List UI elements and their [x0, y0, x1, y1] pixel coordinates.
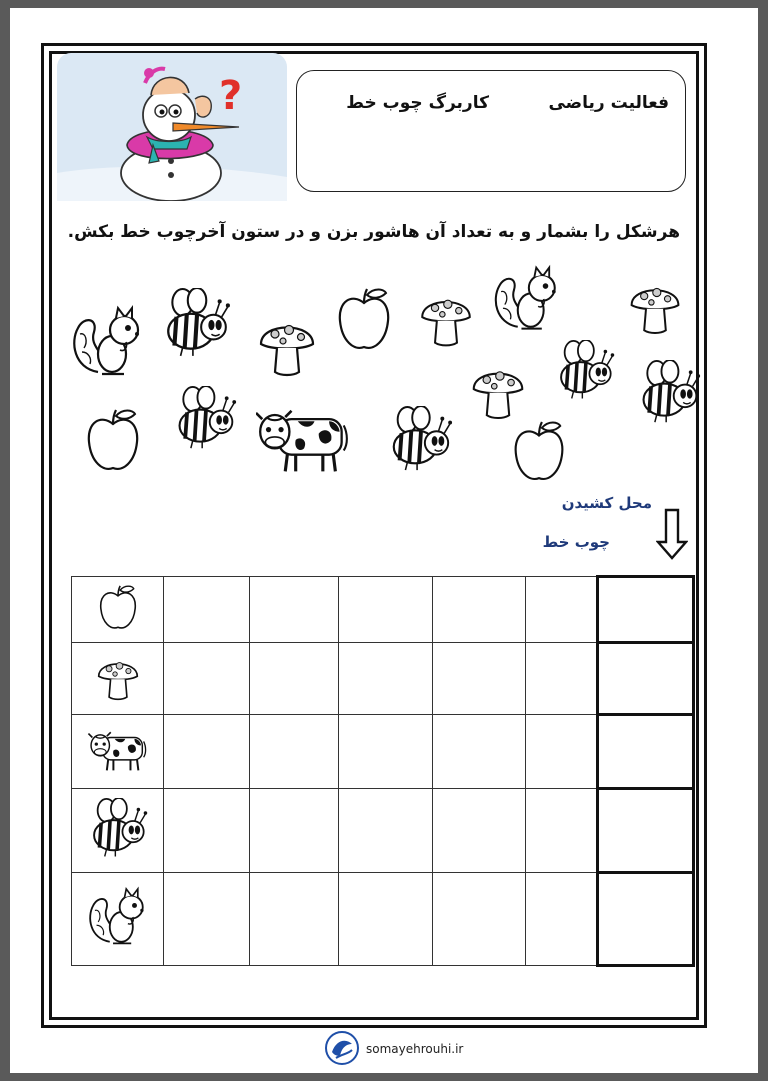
- bee-picture: [634, 360, 704, 426]
- tally-cell[interactable]: [598, 715, 694, 789]
- table-row: [72, 789, 694, 873]
- tally-table: [71, 575, 695, 967]
- shading-cell[interactable]: [433, 577, 526, 643]
- row-picture-cell: [72, 643, 164, 715]
- shading-cell[interactable]: [526, 715, 598, 789]
- down-arrow-icon: [656, 508, 688, 560]
- bee-picture: [87, 798, 149, 860]
- shading-cell[interactable]: [433, 643, 526, 715]
- mushroom-picture: [628, 272, 682, 340]
- shading-cell[interactable]: [526, 873, 598, 966]
- shading-cell[interactable]: [164, 789, 250, 873]
- apple-picture: [334, 285, 394, 355]
- cow-picture: [256, 402, 350, 476]
- mushroom-picture: [256, 310, 318, 380]
- shading-cell[interactable]: [250, 789, 339, 873]
- shading-cell[interactable]: [526, 577, 598, 643]
- squirrel-picture: [68, 302, 148, 382]
- tally-label: چوب خط: [542, 533, 610, 551]
- shading-cell[interactable]: [164, 577, 250, 643]
- squirrel-picture: [486, 262, 568, 336]
- shading-cell[interactable]: [339, 873, 433, 966]
- tally-cell[interactable]: [598, 643, 694, 715]
- shading-cell[interactable]: [164, 643, 250, 715]
- instruction-text: هرشکل را بشمار و به تعداد آن هاشور بزن و در ستون آخرچوب خط بکش.: [67, 222, 680, 242]
- apple-picture: [82, 406, 144, 476]
- title-box: [296, 70, 686, 192]
- table-row: [72, 873, 694, 966]
- row-picture-cell: [72, 873, 164, 966]
- tally-cell[interactable]: [598, 577, 694, 643]
- shading-cell[interactable]: [250, 643, 339, 715]
- shading-cell[interactable]: [339, 715, 433, 789]
- tally-cell[interactable]: [598, 789, 694, 873]
- bee-picture: [160, 288, 232, 360]
- shading-cell[interactable]: [250, 577, 339, 643]
- shading-cell[interactable]: [164, 873, 250, 966]
- table-row: [72, 643, 694, 715]
- mushroom-picture: [470, 356, 526, 424]
- cow-picture: [79, 727, 157, 773]
- shading-cell[interactable]: [526, 643, 598, 715]
- apple-picture: [91, 583, 145, 633]
- shading-cell[interactable]: [250, 715, 339, 789]
- shading-cell[interactable]: [339, 643, 433, 715]
- bee-picture: [172, 386, 238, 452]
- activity-label: فعالیت ریاضی: [548, 93, 669, 113]
- shading-cell[interactable]: [526, 789, 598, 873]
- row-picture-cell: [72, 715, 164, 789]
- row-picture-cell: [72, 577, 164, 643]
- svg-text:?: ?: [219, 73, 243, 119]
- tally-cell[interactable]: [598, 873, 694, 966]
- bee-picture: [550, 340, 620, 402]
- shading-cell[interactable]: [339, 577, 433, 643]
- worksheet-title: کاربرگ چوب خط: [346, 93, 489, 113]
- shading-cell[interactable]: [433, 715, 526, 789]
- row-picture-cell: [72, 789, 164, 873]
- squirrel-picture: [85, 884, 151, 950]
- shading-cell[interactable]: [433, 789, 526, 873]
- mushroom-picture: [418, 286, 474, 350]
- site-logo-icon: [324, 1030, 360, 1066]
- website-url[interactable]: somayehrouhi.ir: [366, 1042, 464, 1056]
- apple-picture: [510, 418, 568, 486]
- shading-cell[interactable]: [250, 873, 339, 966]
- bee-picture: [386, 406, 454, 474]
- snowman-illustration: [57, 53, 287, 201]
- shading-cell[interactable]: [164, 715, 250, 789]
- table-row: [72, 715, 694, 789]
- shading-cell[interactable]: [339, 789, 433, 873]
- draw-area-label: محل کشیدن: [561, 494, 652, 512]
- mushroom-picture: [91, 651, 145, 703]
- footer: [320, 1028, 470, 1068]
- shading-cell[interactable]: [433, 873, 526, 966]
- table-row: [72, 577, 694, 643]
